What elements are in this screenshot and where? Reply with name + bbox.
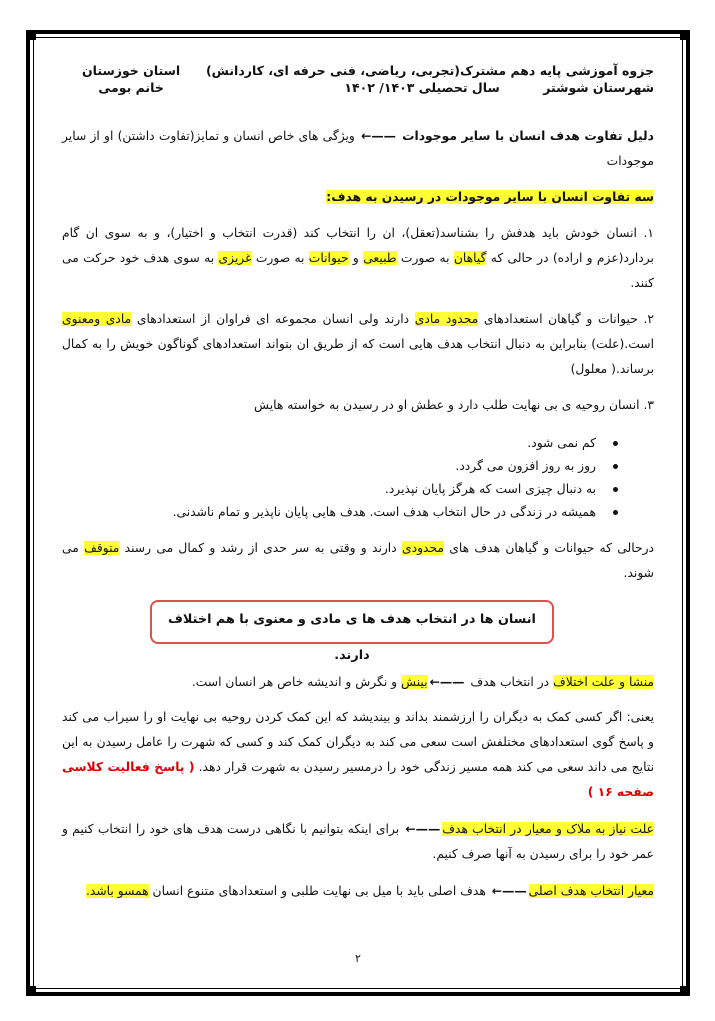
document-page bbox=[62, 62, 654, 982]
intro-paragraph bbox=[62, 124, 654, 174]
header-title-line1: جزوه آموزشی پایه دهم مشترک(تجربی، ریاضی، فنی حرفه ای، کاردانش) bbox=[205, 63, 654, 78]
highlight-material-spiritual: مادی ومعنوی bbox=[62, 312, 132, 326]
intro-text: ویژگی های خاص انسان و تمایز(تفاوت داشتن) او از سایر موجودات bbox=[62, 129, 654, 168]
text-run: ۲. حیوانات و گیاهان استعدادهای bbox=[478, 312, 654, 326]
arrow-icon: ←—— bbox=[405, 822, 441, 836]
example-paragraph bbox=[62, 705, 654, 805]
highlight-natural: طبیعی bbox=[363, 251, 397, 265]
text-run: برای اینکه بتوانیم با نگاهی درست هدف های خود را انتخاب کنیم و عمر خود را برای رسیدن به آنها صرف کنیم. bbox=[62, 822, 654, 861]
highlight-plants: گیاهان bbox=[453, 251, 487, 265]
header-province: استان خوزستان bbox=[82, 63, 181, 78]
arrow-icon: ←—— bbox=[491, 884, 527, 898]
highlight-aligned: همسو باشد. bbox=[85, 884, 149, 898]
text-run: یعنی: اگر کسی کمک به دیگران را ارزشمند بداند و بیندیشد که این کمک کردن روحیه بی نهایت او را سیراب می کند و پاسخ گوی استعدادهای مختلفش است سعی می کند به دیگران کمک کند و کسی که شهرت را عامل رسیدن به این نتایج می داند سعی می کند همه مسیر زندگی خود را درمسیر رسیدن به شهرت قرار دهد. bbox=[62, 710, 654, 774]
criterion-paragraph bbox=[62, 817, 654, 867]
main-goal-paragraph bbox=[62, 879, 654, 904]
diff-item-2 bbox=[62, 307, 654, 382]
text-run: و نگرش و اندیشه خاص هر انسان است. bbox=[191, 675, 402, 689]
text-run: هدف اصلی باید با میل بی نهایت طلبی و استعدادهای متنوع انسان bbox=[148, 884, 490, 898]
boxed-statement: انسان ها در انتخاب هدف ها ی مادی و معنوی با هم اختلاف دارند. bbox=[150, 600, 554, 644]
text-run: است.(علت) بنابراین به دنبال انتخاب هدف هایی است که از طریق ان بتواند استعدادهای گوناگون خویش را به کمال برساند.( معلول) bbox=[62, 337, 654, 376]
highlight-origin-label: منشا و علت اختلاف bbox=[553, 675, 654, 689]
border-corner bbox=[26, 986, 36, 996]
text-run: به صورت bbox=[396, 251, 454, 265]
intro-label: دلیل تفاوت هدف انسان با سایر موجودات bbox=[402, 129, 654, 143]
header-title-block bbox=[206, 62, 654, 96]
conclusion-paragraph bbox=[62, 536, 654, 586]
text-run: و bbox=[348, 251, 364, 265]
header-side-block bbox=[82, 62, 180, 96]
highlight-limited: محدودی bbox=[401, 541, 445, 555]
highlight-animals: حیوانات bbox=[308, 251, 349, 265]
text-run: ۱. انسان خودش باید هدفش را بشناسد(تعقل)، ان را انتخاب کند (قدرت انتخاب و اختیار)، و به سوی ان گام بردارد(عزم و اراده) در حالی که bbox=[62, 226, 654, 265]
section-heading bbox=[62, 185, 654, 210]
highlight-insight: بینش bbox=[401, 675, 428, 689]
list-item: کم نمی شود. bbox=[62, 432, 596, 455]
diff-item-3: ۳. انسان روحیه ی بی نهایت طلب دارد و عطش او در رسیدن به خواسته هایش bbox=[254, 398, 654, 412]
list-item: روز به روز افزون می گردد. bbox=[62, 455, 596, 478]
highlight-instinct: غریزی bbox=[218, 251, 252, 265]
highlight-limited-material: محدود مادی bbox=[414, 312, 479, 326]
text-run: درحالی که حیوانات و گیاهان هدف های bbox=[444, 541, 654, 555]
highlight-criterion-label: علت نیاز به ملاک و معیار در انتخاب هدف bbox=[442, 822, 654, 836]
answer-reference: ( پاسخ فعالیت کلاسی صفحه ۱۶ ) bbox=[62, 760, 654, 799]
arrow-icon: ←—— bbox=[429, 675, 465, 689]
list-item: به دنبال چیزی است که هرگز پایان نپذیرد. bbox=[62, 478, 596, 501]
header-author: خانم بومی bbox=[98, 80, 164, 95]
page-header bbox=[62, 62, 654, 112]
highlight-stopped: متوقف bbox=[84, 541, 120, 555]
list-item: همیشه در زندگی در حال انتخاب هدف است. هدف هایی پایان ناپذیر و تمام ناشدنی. bbox=[62, 501, 596, 524]
border-corner bbox=[26, 30, 36, 40]
border-corner bbox=[680, 30, 690, 40]
text-run: دارند و وقتی به سر حدی از رشد و کمال می رسند bbox=[119, 541, 402, 555]
header-title-line2: شهرستان شوشتر سال تحصیلی ۱۴۰۳/ ۱۴۰۲ bbox=[344, 80, 654, 95]
text-run: به صورت bbox=[251, 251, 309, 265]
text-run: دارند ولی انسان مجموعه ای فراوان از استعدادهای bbox=[131, 312, 415, 326]
bullet-list bbox=[62, 432, 654, 524]
diff-item-1 bbox=[62, 221, 654, 296]
arrow-icon: ←—— bbox=[361, 129, 396, 143]
text-run: در انتخاب هدف bbox=[466, 675, 554, 689]
highlight-main-goal-label: معیار انتخاب هدف اصلی bbox=[528, 884, 654, 898]
text-run: می شوند. bbox=[62, 541, 654, 580]
text-run: به سوی هدف خود حرکت می کنند. bbox=[62, 251, 654, 290]
border-corner bbox=[680, 986, 690, 996]
page-number: ۲ bbox=[355, 952, 361, 965]
three-diffs-heading: سه تفاوت انسان با سایر موجودات در رسیدن به هدف: bbox=[326, 190, 654, 204]
